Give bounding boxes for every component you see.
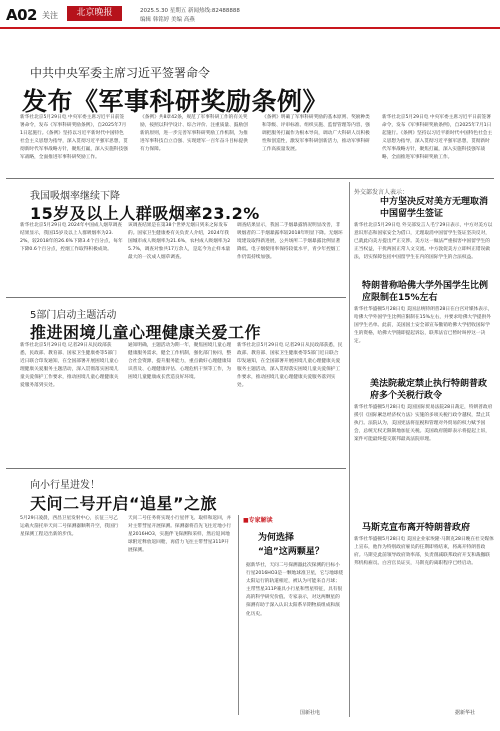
world-source: 据新华社 [455,710,476,716]
tobacco-kicker: 我国吸烟率继续下降 [30,191,120,202]
expert-body: 据新华社，天问二号探测器此次探测的目标小行星2016HO3是一颗地球准卫星，它与地球绕太阳运行的轨道相近，被认为可能来自月球；主带彗星311P兼具小行星和彗星特征，具有很高的科学研究价值。专家表示，对这两颗星的探测有助于深入认识太阳系早期物质组成和演化历史。 [246,563,344,617]
children-kicker: 5部门启动主题活动 [30,310,117,321]
world-headline-1: 中方坚决反对美方无理取消中国留学生签证 [380,197,489,219]
world-body-1: 新华社北京5月29日电 外交部发言人毛宁29日表示，中方对美方以意识形态和国家安全为借口，无理取消中国留学生签证坚决反对，已就此向美方提出严正交涉。美方这一做法严重损害中国留学生的正当权益，干扰两国正常人文交流。中方敦促美方立即纠正错误做法，切实保障包括中国留学生在内的国际学生的合法权益。 [354,223,493,261]
newspaper-logo: 北京晚报 [67,6,122,21]
lead-body-col1: 新华社北京5月29日电 中央军委主席习近平日前签署命令，发布《军事科研奖励条例》，自2025年7月1日起施行。《条例》坚持以习近平新时代中国特色社会主义思想为指导，深入贯彻习近平强军思想，贯彻新时代军事战略方针，聚焦打赢，深入实施科技强军战略，全面推进军事科研奖励工作。 [20,115,128,161]
world-body-2: 新华社华盛顿5月28日电 美国总统特朗普28日在白宫对媒体表示，哈佛大学外国学生比例应限制在15%左右，并要求哈佛大学提供外国学生名单。此前，美国国土安全部宣布撤销哈佛大学招收国际学生的资格，哈佛大学随即提起诉讼，联邦法官已暂时叫停这一决定。 [354,307,493,345]
date-line: 2025.5.30 星期五 新闻热线:82488888 [140,8,240,14]
editor-line: 编辑 韩铭婷 美编 高燕 [140,17,195,23]
tobacco-headline: 15岁及以上人群吸烟率23.2% [30,204,260,223]
column-rule [349,182,350,717]
expert-badge: ■专家解读 [243,517,273,524]
tianwen-headline: 天问二号开启“追星”之旅 [30,494,218,513]
children-body-col2: 通知明确，主题活动为期一年，聚焦困境儿童心理健康服务需求，健全工作机制，强化部门协同，整合社会资源，提升服务能力，重点做好心理健康知识普及、心理健康评估、心理危机干预等工作，为困境儿童健康成长营造良好环境。 [128,343,232,381]
lead-body-col3: 《条例》明确了军事科研奖励的基本原则、奖励种类和等级、评审标准、组织实施、监督管理等内容，强调把服务打赢作为根本导向，调动广大科研人员积极性和创造性，激发军事科研创新活力，推动军事科研工作高质量发展。 [262,115,370,153]
world-body-4: 新华社华盛顿5月28日电 美国企业家埃隆·马斯克28日晚在社交媒体上宣布，他作为特别政府雇员的任期即将结束，将离开特朗普政府。马斯克此前领导政府效率部，负责削减联邦政府开支和裁撤联邦机构雇员。白宫官员证实，马斯克的离职程序已经启动。 [354,537,494,567]
expert-source: 国新社电 [300,710,321,716]
divider [6,297,346,298]
world-headline-3: 美法院裁定禁止执行特朗普政府多个关税行政令 [370,379,488,401]
tianwen-body-col1: 5月29日凌晨，西昌卫星发射中心，长征三号乙运载火箭托举天问二号探测器顺利升空，我国行星探测工程迈出新的步伐。 [20,516,119,538]
lead-body-col2: 《条例》共8章42条，规范了军事科研工作的有关奖励，按照以科学设计、综合评价、注重质量、鼓励创新的原则，进一步完善军事科研奖励工作机制，为推进军事科技自立自强、实现建军一百年奋斗目标提供有力保障。 [140,115,248,153]
tobacco-body-col2: 该调查结果是在第38个世界无烟日到来之际发布的。国家卫生健康委有关负责人介绍，2024年我国城市成人吸烟率为21.6%，农村成人吸烟率为25.7%，调查对象共17万余人，是迄今为止样本量最大的一次成人烟草调查。 [128,223,231,261]
page-number: A02 [6,6,37,24]
children-headline: 推进困境儿童心理健康关爱工作 [30,323,262,342]
world-section-title: 外交部发言人表示： [354,189,409,196]
column-rule [238,515,239,715]
expert-title-1: 为何选择 [258,533,295,543]
divider [6,468,346,469]
lead-headline: 发布《军事科研奖励条例》 [22,87,329,116]
tianwen-body-col2: 天问二号任务将实现小行星伴飞、取样和返回，并对主带彗星开展探测。探测器将首先飞往近地小行星2016HO3，实施伴飞探测和采样，然后返回地球附近释放返回舱，再借力飞往主带彗星311P开展探测。 [128,516,232,554]
world-headline-2: 特朗普称哈佛大学外国学生比例应限制在15%左右 [362,281,489,303]
divider [6,178,494,179]
tianwen-kicker: 向小行星进发！ [30,480,100,491]
lead-body-col4: 新华社北京5月29日电 中央军委主席习近平日前签署命令，发布《军事科研奖励条例》，自2025年7月1日起施行。《条例》坚持以习近平新时代中国特色社会主义思想为指导，深入贯彻习近平强军思想，贯彻新时代军事战略方针，聚焦打赢，深入实施科技强军战略，全面推进军事科研奖励工作。 [382,115,493,161]
children-body-col1: 新华社北京5月29日电 记者29日从民政部获悉，民政部、教育部、国家卫生健康委等5部门近日联合印发通知，在全国部署开展困境儿童心理健康关爱服务主题活动，深入贯彻落实困境儿童关爱保护工作要求，推动困境儿童心理健康关爱服务落到实处。 [20,343,119,389]
world-body-3: 新华社华盛顿5月28日电 美国国际贸易法院28日裁定，特朗普政府援引《国际紧急经济权力法》实施的多项关税行政令越权，禁止其执行。法院认为，美国宪法将征税和管理对外贸易的权力赋予国会，总统无权无限制地加征关税。美国政府随即表示将提起上诉，案件可能最终提交联邦最高法院审理。 [354,405,493,443]
expert-title-2: “追”这两颗星？ [258,547,324,557]
tobacco-body-col3: 调查结果显示，我国二手烟暴露情况明显改善，非吸烟者的二手烟暴露率较2018年明显下降。无烟环境建设取得新进展，公共场所二手烟暴露比例显著降低。电子烟使用率保持较低水平，青少年控烟工作仍需持续加强。 [237,223,343,261]
children-body-col3: 新华社北京5月29日电 记者29日从民政部获悉，民政部、教育部、国家卫生健康委等5部门近日联合印发通知，在全国部署开展困境儿童心理健康关爱服务主题活动，深入贯彻落实困境儿童关爱保护工作要求，推动困境儿童心理健康关爱服务落到实处。 [237,343,343,389]
lead-kicker: 中共中央军委主席习近平签署命令 [30,66,211,80]
world-headline-4: 马斯克宣布离开特朗普政府 [362,523,471,533]
section-label: 关注 [42,11,58,20]
tobacco-body-col1: 新华社北京5月29日电 2024年中国成人烟草调查结果显示，我国15岁及以上人群吸烟率为23.2%，较2018年的26.6%下降3.4个百分点，每年下降0.6个百分点，控烟工作取得积极成效。 [20,223,123,253]
